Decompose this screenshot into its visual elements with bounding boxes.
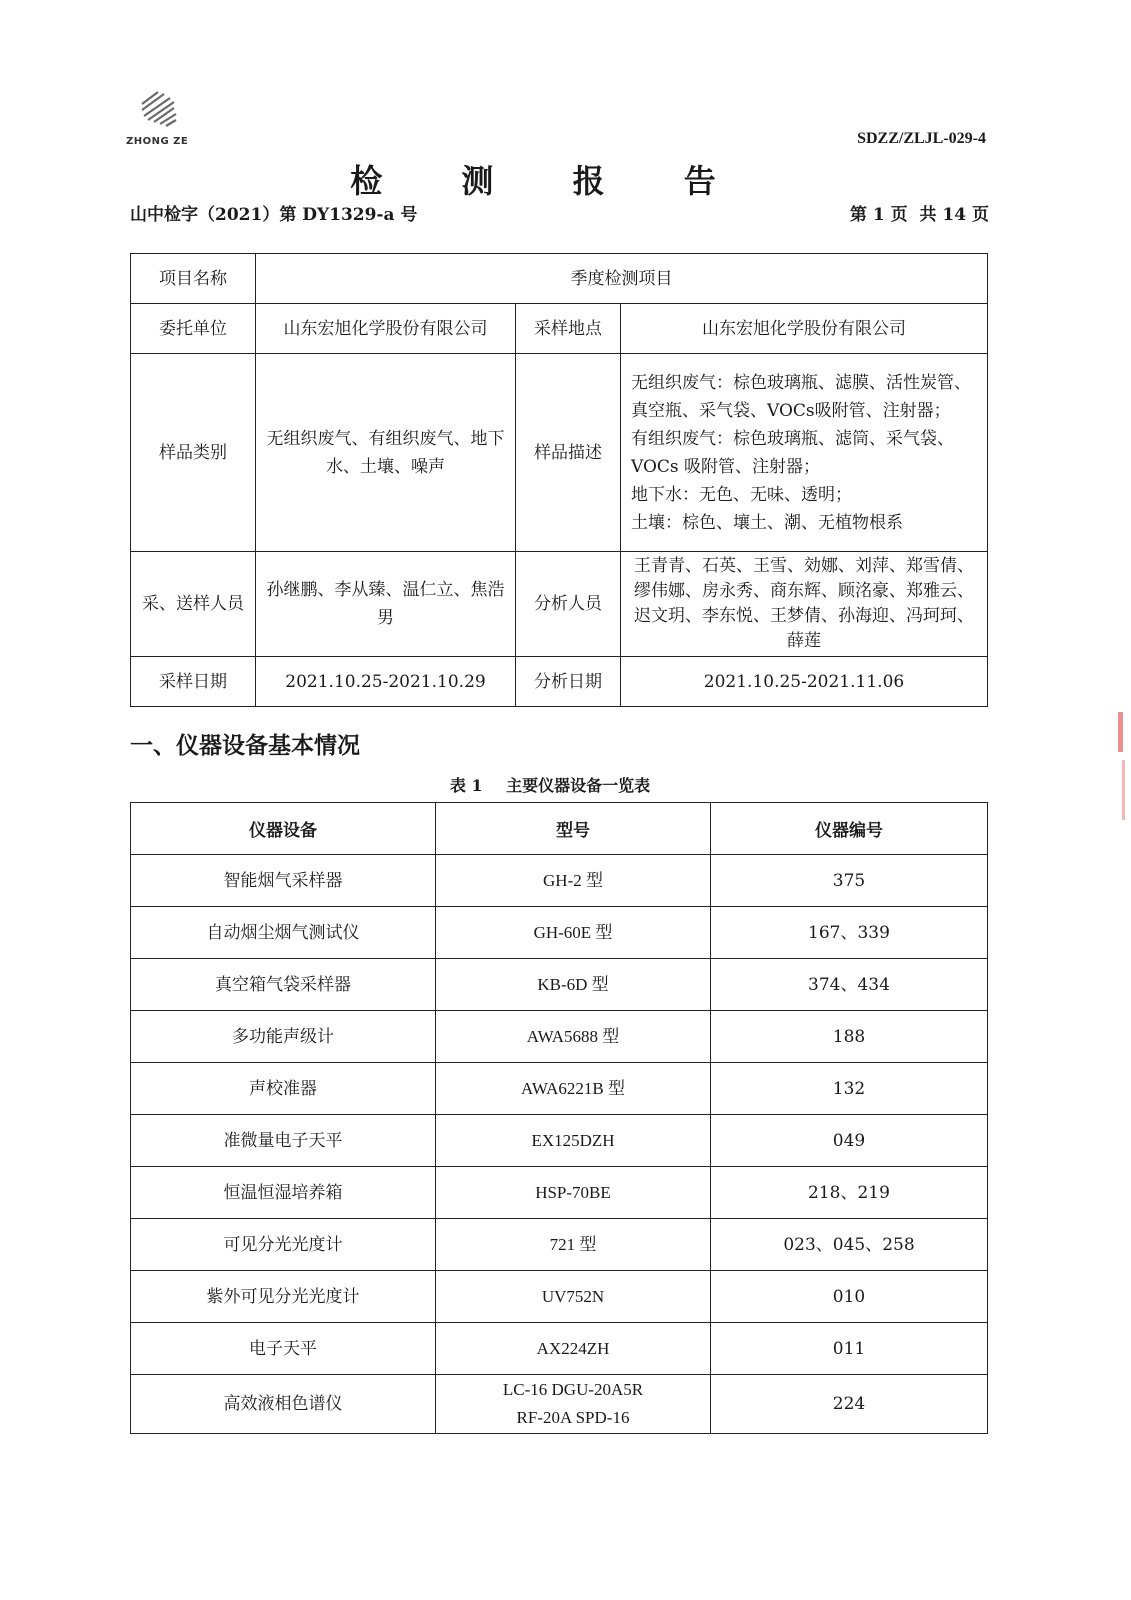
info-row-client [131,304,988,354]
equipment-name-cell: 高效液相色谱仪 [131,1375,436,1434]
sample-desc-label: 样品描述 [516,354,621,552]
equipment-serial-cell: 132 [711,1063,988,1115]
section-title: 一、仪器设备基本情况 [130,732,360,759]
report-number: 山中检字（2021）第 DY1329-a 号 [130,205,418,225]
table-caption [0,773,1100,796]
table-caption-number: 表 1 [449,776,483,795]
equipment-serial-cell: 374、434 [711,959,988,1011]
logo-text: ZHONG ZE [126,136,189,147]
equipment-model-line: EX125DZH [531,1130,615,1150]
equipment-name-cell: 声校准器 [131,1063,436,1115]
sample-date-label: 采样日期 [131,657,256,707]
analysis-date-label: 分析日期 [516,657,621,707]
equipment-name-cell: 多功能声级计 [131,1011,436,1063]
equipment-model-line: KB-6D 型 [537,974,609,994]
equipment-name-cell: 恒温恒湿培养箱 [131,1167,436,1219]
equipment-model-cell [436,1375,711,1434]
equipment-model-cell [436,1219,711,1271]
equipment-name-cell: 真空箱气袋采样器 [131,959,436,1011]
equipment-serial-cell: 049 [711,1115,988,1167]
sample-desc-line: 土壤：棕色、壤土、潮、无植物根系 [631,512,903,533]
table-row [131,1323,988,1375]
equipment-serial-cell: 023、045、258 [711,1219,988,1271]
equipment-table-body [131,855,988,1434]
equipment-name-cell: 紫外可见分光光度计 [131,1271,436,1323]
table-caption-title: 主要仪器设备一览表 [506,776,651,795]
equipment-name-cell: 可见分光光度计 [131,1219,436,1271]
table-row [131,959,988,1011]
column-header: 仪器设备 [131,803,436,855]
equipment-model-cell [436,1167,711,1219]
equipment-model-cell [436,959,711,1011]
scan-artifact [1118,712,1123,752]
equipment-name-cell: 电子天平 [131,1323,436,1375]
equipment-serial-cell: 167、339 [711,907,988,959]
info-row-sample [131,354,988,552]
equipment-model-cell [436,1115,711,1167]
equipment-table [130,802,988,1434]
equipment-serial-cell: 011 [711,1323,988,1375]
sample-type-value: 无组织废气、有组织废气、地下水、土壤、噪声 [256,354,516,552]
sample-date-value: 2021.10.25-2021.10.29 [256,657,516,707]
site-value: 山东宏旭化学股份有限公司 [621,304,988,354]
equipment-name-cell: 自动烟尘烟气测试仪 [131,907,436,959]
table-row [131,1271,988,1323]
page-indicator [844,200,989,225]
equipment-model-line: GH-2 型 [543,870,603,890]
page-current: 第 1 页 [849,205,908,225]
equipment-serial-cell: 224 [711,1375,988,1434]
equipment-model-cell [436,1063,711,1115]
table-row [131,855,988,907]
equipment-model-cell [436,1271,711,1323]
equipment-model-line: AWA6221B 型 [521,1078,625,1098]
info-row-personnel [131,552,988,657]
equipment-name-cell: 准微量电子天平 [131,1115,436,1167]
page-total: 共 14 页 [919,205,989,225]
equipment-model-line: HSP-70BE [535,1182,611,1202]
report-info-table [130,253,988,707]
sample-desc-line: 有组织废气：棕色玻璃瓶、滤筒、采气袋、VOCs 吸附管、注射器； [631,428,954,477]
client-value: 山东宏旭化学股份有限公司 [256,304,516,354]
project-label: 项目名称 [131,254,256,304]
equipment-model-line: LC-16 DGU-20A5R [502,1380,644,1399]
equipment-serial-cell: 218、219 [711,1167,988,1219]
info-row-project [131,254,988,304]
table-row [131,1063,988,1115]
table-row [131,907,988,959]
equipment-serial-cell: 010 [711,1271,988,1323]
company-logo [126,90,194,147]
equipment-model-line: AWA5688 型 [526,1026,620,1046]
equipment-model-cell [436,1011,711,1063]
samplers-value: 孙继鹏、李从臻、温仁立、焦浩男 [256,552,516,657]
column-header: 仪器编号 [711,803,988,855]
sample-desc-line: 无组织废气：棕色玻璃瓶、滤膜、活性炭管、真空瓶、采气袋、VOCs吸附管、注射器； [631,372,971,421]
equipment-serial-cell: 375 [711,855,988,907]
page-title: 检 测 报 告 [350,162,750,200]
column-header: 型号 [436,803,711,855]
site-label: 采样地点 [516,304,621,354]
scan-artifact [1122,760,1125,820]
equipment-model-line: AX224ZH [536,1338,610,1358]
info-row-dates [131,657,988,707]
equipment-name-cell: 智能烟气采样器 [131,855,436,907]
sample-desc-value [621,354,988,552]
client-label: 委托单位 [131,304,256,354]
equipment-model-cell [436,907,711,959]
samplers-label: 采、送样人员 [131,552,256,657]
project-value: 季度检测项目 [256,254,988,304]
equipment-serial-cell: 188 [711,1011,988,1063]
equipment-model-cell [436,855,711,907]
equipment-header-row [131,803,988,855]
equipment-model-line: GH-60E 型 [533,922,613,942]
analysts-value: 王青青、石英、王雪、効娜、刘萍、郑雪倩、缪伟娜、房永秀、商东辉、顾洺豪、郑雅云、迟文玥、李东悦、王梦倩、孙海迎、冯珂珂、薛莲 [621,552,988,657]
table-row [131,1167,988,1219]
equipment-model-line: UV752N [541,1286,605,1306]
equipment-model-cell [436,1323,711,1375]
logo-stripes-icon [136,90,180,134]
table-row [131,1219,988,1271]
table-row [131,1375,988,1434]
equipment-model-line: RF-20A SPD-16 [516,1408,630,1427]
document-code: SDZZ/ZLJL-029-4 [857,130,986,147]
analysts-label: 分析人员 [516,552,621,657]
sample-desc-line: 地下水：无色、无味、透明； [631,484,852,505]
table-row [131,1115,988,1167]
table-row [131,1011,988,1063]
analysis-date-value: 2021.10.25-2021.11.06 [621,657,988,707]
equipment-model-line: 721 型 [549,1234,597,1254]
sample-type-label: 样品类别 [131,354,256,552]
